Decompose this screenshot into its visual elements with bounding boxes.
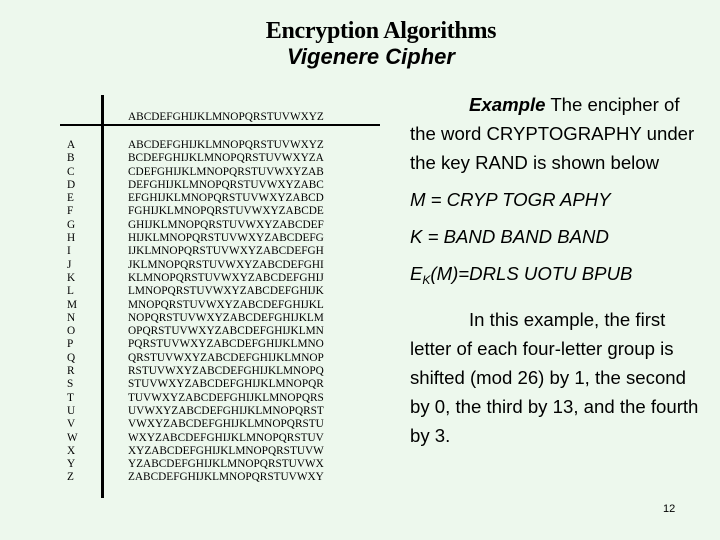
tableau-row-alphabet: DEFGHIJKLMNOPQRSTUVWXYZABC [128,178,324,191]
example-intro-paragraph [410,90,710,177]
tableau-row-key: U [67,404,76,417]
tableau-row-alphabet: ZABCDEFGHIJKLMNOPQRSTUVWXY [128,471,324,484]
tableau-row-alphabet: XYZABCDEFGHIJKLMNOPQRSTUVW [128,444,324,457]
ciphertext-line [410,259,710,295]
example-label: Example [469,94,546,115]
tableau-row-alphabet: HIJKLMNOPQRSTUVWXYZABCDEFG [128,232,324,245]
tableau-row-alphabet: YZABCDEFGHIJKLMNOPQRSTUVWX [128,458,324,471]
tableau-row-alphabet: KLMNOPQRSTUVWXYZABCDEFGHIJ [128,271,324,284]
tableau-row-key: X [67,444,76,457]
tableau-row-alphabet: PQRSTUVWXYZABCDEFGHIJKLMNO [128,338,324,351]
tableau-row-key: M [67,298,78,311]
plaintext-line: M = CRYP TOGR APHY [410,189,611,210]
tableau-row-key: L [67,285,74,298]
tableau-row-key: G [67,218,76,231]
tableau-row-alphabet: CDEFGHIJKLMNOPQRSTUVWXYZAB [128,165,324,178]
tableau-row-alphabet: LMNOPQRSTUVWXYZABCDEFGHIJK [128,285,324,298]
tableau-row-alphabet: RSTUVWXYZABCDEFGHIJKLMNOPQ [128,365,324,378]
tableau-row-key: K [67,271,76,284]
tableau-row-key: A [67,139,76,151]
slide-title: Encryption Algorithms [265,18,497,44]
tableau-row-key: N [67,311,76,324]
tableau-row-alphabet: MNOPQRSTUVWXYZABCDEFGHIJKL [128,298,324,311]
tableau-row-key: F [67,205,74,218]
tableau-row-alphabet: OPQRSTUVWXYZABCDEFGHIJKLMN [128,325,324,338]
vigenere-tableau [60,95,380,505]
tableau-row-key: T [67,391,74,404]
tableau-row-key: C [67,165,75,178]
page-number: 12 [663,503,676,515]
example-text-block [410,90,710,450]
tableau-row-key: S [67,378,74,391]
tableau-row-key: Z [67,471,74,484]
tableau-row-key: Q [67,351,76,364]
key-line: K = BAND BAND BAND [410,226,609,247]
tableau-row-alphabet: WXYZABCDEFGHIJKLMNOPQRSTUV [128,431,324,444]
tableau-row-key: P [67,338,74,351]
tableau-row-key: R [67,365,75,378]
tableau-row-alphabet: ABCDEFGHIJKLMNOPQRSTUVWXYZ [128,139,324,151]
tableau-vertical-divider [101,95,104,498]
tableau-header-alphabet: ABCDEFGHIJKLMNOPQRSTUVWXYZ [128,111,324,123]
tableau-row-alphabet: GHIJKLMNOPQRSTUVWXYZABCDEF [128,218,324,231]
tableau-row-alphabet: QRSTUVWXYZABCDEFGHIJKLMNOP [128,351,324,364]
cipher-rest: (M)=DRLS UOTU BPUB [430,263,633,284]
tableau-row-key: D [67,178,76,191]
tableau-row-alphabet: NOPQRSTUVWXYZABCDEFGHIJKLM [128,311,324,324]
tableau-row-key: J [67,258,72,271]
tableau-row-alphabet: IJKLMNOPQRSTUVWXYZABCDEFGH [128,245,324,258]
tableau-row-alphabet: JKLMNOPQRSTUVWXYZABCDEFGHI [128,258,324,271]
tableau-row-alphabet: EFGHIJKLMNOPQRSTUVWXYZABCD [128,192,324,205]
tableau-row-key: E [67,192,74,205]
tableau-row-key: V [67,418,76,431]
tableau-row-key: I [67,245,71,258]
tableau-row-alphabet: VWXYZABCDEFGHIJKLMNOPQRSTU [128,418,324,431]
tableau-row-key: W [67,431,78,444]
slide-subtitle: Vigenere Cipher [287,44,455,69]
tableau-row-alphabet: UVWXYZABCDEFGHIJKLMNOPQRST [128,404,324,417]
tableau-row-alphabet: STUVWXYZABCDEFGHIJKLMNOPQR [128,378,324,391]
tableau-row-alphabet: TUVWXYZABCDEFGHIJKLMNOPQRS [128,391,324,404]
tableau-row-key: Y [67,458,76,471]
tableau-row-key: B [67,152,75,165]
tableau-row-alphabet: BCDEFGHIJKLMNOPQRSTUVWXYZA [128,152,324,165]
cipher-prefix: E [410,263,423,284]
cipher-subscript: K [422,273,431,287]
example-intro: The encipher of the word CRYPTOGRAPHY under the key RAND is shown below [410,94,695,173]
tableau-row-key: H [67,232,76,245]
explanation-paragraph: In this example, the first letter of each four-letter group is shifted (mod 26) by 1, the second by 0, the third by 13, and the fourth by 3. [410,309,699,446]
tableau-row-alphabet: FGHIJKLMNOPQRSTUVWXYZABCDE [128,205,324,218]
tableau-horizontal-divider [60,124,380,126]
tableau-row-key: O [67,325,76,338]
